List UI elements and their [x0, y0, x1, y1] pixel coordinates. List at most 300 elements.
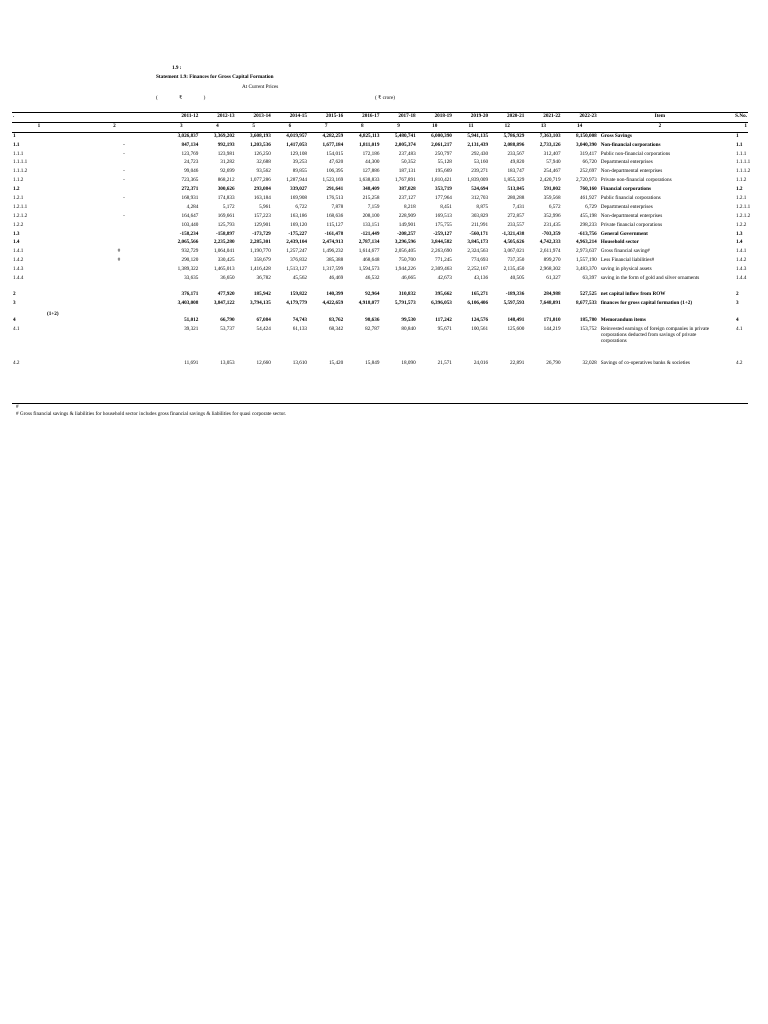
value-cell: 330,425 [217, 257, 235, 264]
value-cell: 163,186 [290, 212, 307, 219]
value-cell: 310,832 [398, 290, 416, 297]
table-row [12, 168, 748, 177]
value-cell: 169,661 [217, 212, 235, 219]
value-cell: 252,697 [579, 168, 597, 175]
table-row [12, 195, 748, 204]
value-cell: 847,134 [181, 141, 199, 148]
value-cell: 2,263,690 [431, 248, 452, 255]
value-cell: 124,576 [471, 316, 489, 323]
value-cell: 7,159 [367, 203, 380, 210]
value-cell: 8,150,008 [576, 132, 597, 139]
table-row [12, 159, 748, 168]
value-cell: 61,133 [292, 325, 307, 332]
value-cell: 26,790 [546, 359, 561, 366]
value-cell: 3,403,008 [177, 299, 199, 306]
row-id: 1.4.4 [13, 275, 24, 282]
value-cell: 254,467 [543, 168, 561, 175]
row-marker [66, 266, 163, 275]
row-sno: 1.4 [735, 239, 743, 246]
column-number: 3 [163, 122, 199, 132]
row-marker [66, 275, 163, 284]
row-sno: 1.3 [735, 230, 743, 237]
value-cell: 106,395 [326, 168, 344, 175]
value-cell: 46,665 [401, 275, 416, 282]
value-cell: 187,131 [398, 168, 416, 175]
value-cell: 63,397 [582, 275, 597, 282]
value-cell: 750,700 [398, 257, 416, 264]
value-cell: -560,171 [469, 230, 489, 237]
column-number: 6 [272, 122, 308, 132]
value-cell: 32,028 [582, 359, 597, 366]
column-number: 9 [380, 122, 416, 132]
value-cell: 237,127 [398, 195, 416, 202]
value-cell: 5,172 [222, 203, 235, 210]
value-cell: 1,513,127 [286, 266, 307, 273]
value-cell: 21,571 [437, 359, 452, 366]
value-cell: 4,284 [186, 203, 199, 210]
value-cell: 455,198 [579, 212, 597, 219]
value-cell: 3,369,202 [213, 132, 235, 139]
value-cell: 868,212 [217, 177, 235, 184]
value-cell: 92,699 [220, 168, 235, 175]
value-cell: 1,594,573 [358, 266, 380, 273]
value-cell: 1,465,013 [213, 266, 235, 273]
value-cell: 39,253 [292, 159, 307, 166]
value-cell: 47,620 [328, 159, 344, 166]
column-number: 7 [308, 122, 344, 132]
item-header: Item [598, 113, 722, 123]
value-cell: 5,961 [259, 203, 271, 210]
row-marker [66, 291, 163, 300]
value-cell: 4,019,957 [286, 132, 307, 139]
value-cell: 385,388 [326, 257, 344, 264]
value-cell: 15,420 [328, 359, 344, 366]
value-cell: 83,762 [328, 316, 344, 323]
value-cell: 4,825,113 [358, 132, 380, 139]
row-id: 1.1.1.2 [13, 168, 28, 175]
footnote-mark: # [16, 404, 19, 410]
value-cell: 51,012 [184, 316, 199, 323]
value-cell: 376,171 [181, 290, 199, 297]
table-row [12, 326, 748, 344]
value-cell: 99,530 [401, 316, 416, 323]
value-cell: 169,908 [290, 195, 307, 202]
item-label: Non-departmental enterprises [600, 212, 663, 219]
value-cell: 174,833 [217, 195, 235, 202]
item-label: General Government [600, 230, 648, 237]
row-marker [66, 239, 163, 248]
row-marker [66, 300, 163, 309]
table-row [12, 257, 748, 266]
value-cell: 103,440 [181, 221, 199, 228]
value-cell: 312,407 [543, 150, 561, 157]
column-number: 2 [598, 122, 722, 132]
value-cell: 57,940 [546, 159, 561, 166]
value-cell: 168,636 [326, 212, 344, 219]
value-cell: 165,271 [471, 290, 489, 297]
value-cell: 1,287,944 [286, 177, 307, 184]
value-cell: 513,845 [507, 186, 525, 193]
row-sno: 1.4.2 [735, 257, 747, 264]
row-marker [66, 231, 163, 240]
value-cell: 1,389,322 [177, 266, 199, 273]
value-cell: 1,810,421 [431, 177, 452, 184]
value-cell: -158,234 [179, 230, 199, 237]
value-cell: 67,084 [256, 316, 271, 323]
item-label: Less Financial liabilities# [600, 257, 655, 264]
value-cell: 15,849 [365, 359, 380, 366]
value-cell: 7,878 [331, 203, 344, 210]
value-cell: 303,829 [471, 212, 489, 219]
column-number: 2 [66, 122, 163, 132]
value-cell: 185,780 [579, 316, 597, 323]
value-cell: 292,430 [471, 150, 489, 157]
value-cell: -1,321,438 [501, 230, 525, 237]
row-id: 1.4.1 [13, 248, 24, 255]
value-cell: 233,557 [507, 221, 525, 228]
item-label: Public non-financial corporations [600, 150, 671, 157]
value-cell: 1,767,891 [394, 177, 416, 184]
value-cell: 300,626 [217, 186, 235, 193]
table-row [12, 186, 748, 195]
value-cell: 54,424 [256, 325, 271, 332]
item-label: Reinvested earnings of foreign companies in private corporations deducted from savings of private corporations [600, 325, 710, 344]
value-cell: 312,703 [471, 195, 489, 202]
item-label: Private non-financial corporations [600, 177, 672, 184]
value-cell: 3,296,596 [394, 239, 416, 246]
value-cell: -259,127 [433, 230, 452, 237]
table-row [12, 151, 748, 160]
value-cell: 49,820 [510, 159, 525, 166]
value-cell: 477,920 [217, 290, 235, 297]
row-sno: 4 [735, 316, 739, 323]
table-row [12, 248, 748, 257]
value-cell: 3,847,122 [213, 299, 235, 306]
value-cell: 183,747 [507, 168, 525, 175]
item-label: Gross financial saving# [600, 248, 650, 255]
row-id: 1.1.1.1 [13, 159, 28, 166]
table-row [12, 275, 748, 284]
column-number: 10 [417, 122, 453, 132]
value-cell: 36,650 [220, 275, 235, 282]
value-cell: 169,513 [435, 212, 452, 219]
value-cell: 1,557,190 [576, 257, 597, 264]
year-header: 2016-17 [344, 113, 380, 123]
value-cell: 319,417 [579, 150, 597, 157]
value-cell: 774,693 [471, 257, 489, 264]
spacer-row [12, 284, 748, 291]
value-cell: 100,561 [471, 325, 489, 332]
value-cell: 22,891 [510, 359, 525, 366]
value-cell: 33,635 [184, 275, 199, 282]
year-header: 2020-21 [489, 113, 525, 123]
value-cell: -703,359 [541, 230, 561, 237]
row-marker: # [117, 257, 121, 264]
value-cell: 1,523,169 [322, 177, 344, 184]
item-label: Financial corporations [600, 186, 652, 193]
value-cell: 125,600 [507, 325, 525, 332]
value-cell: 127,886 [362, 168, 380, 175]
column-number: 12 [489, 122, 525, 132]
value-cell: -175,227 [288, 230, 307, 237]
value-cell: 2,474,913 [322, 239, 344, 246]
value-cell: 185,942 [253, 290, 271, 297]
value-cell: 12,660 [256, 359, 271, 366]
value-cell: 68,342 [328, 325, 344, 332]
value-cell: 177,964 [435, 195, 452, 202]
value-cell: 5,786,929 [503, 132, 525, 139]
row-id: 1.4.3 [13, 266, 24, 273]
value-cell: 290,120 [181, 257, 199, 264]
value-cell: 293,084 [253, 186, 271, 193]
year-header: 2012-13 [199, 113, 235, 123]
sno-header: S.No. [722, 113, 748, 123]
value-cell: 39,321 [184, 325, 199, 332]
row-marker: - [123, 141, 125, 148]
value-cell: 31,282 [220, 159, 235, 166]
row-sno: 1.2.1.1 [735, 203, 751, 210]
value-cell: 98,636 [365, 316, 380, 323]
value-cell: 1,190,770 [250, 248, 271, 255]
table-row [12, 222, 748, 231]
row-id: 4 [13, 316, 16, 323]
value-cell: 175,755 [435, 221, 452, 228]
item-label: Departmental enterprises [600, 159, 653, 166]
item-label: Non-departmental enterprises [600, 168, 663, 175]
row-id: 1.1.2 [13, 177, 24, 184]
value-cell: -121,449 [360, 230, 380, 237]
value-cell: 32,688 [256, 159, 271, 166]
value-cell: 6,729 [585, 203, 597, 210]
column-number: 4 [199, 122, 235, 132]
value-cell: 524,694 [471, 186, 489, 193]
value-cell: 4,963,214 [576, 239, 597, 246]
value-cell: 3,845,173 [467, 239, 489, 246]
value-cell: 2,235,280 [213, 239, 235, 246]
value-cell: 169,120 [290, 221, 307, 228]
value-cell: 80,840 [401, 325, 416, 332]
value-cell: 527,525 [579, 290, 597, 297]
value-cell: 89,855 [292, 168, 307, 175]
value-cell: 168,931 [181, 195, 199, 202]
value-cell: 992,193 [217, 141, 235, 148]
value-cell: 24,016 [473, 359, 489, 366]
column-number: 5 [236, 122, 272, 132]
value-cell: 61,327 [546, 275, 561, 282]
value-cell: 18,090 [401, 359, 416, 366]
column-number: 1 [722, 122, 748, 132]
value-cell: 24,723 [184, 159, 199, 166]
year-header: 2021-22 [525, 113, 561, 123]
value-cell: 8,218 [403, 203, 416, 210]
item-label: Non-financial corporations [600, 141, 661, 148]
value-cell: 291,641 [326, 186, 344, 193]
column-number: 14 [562, 122, 598, 132]
value-cell: 591,002 [543, 186, 561, 193]
row-sno: 1.2.1.2 [735, 212, 751, 219]
value-cell: 771,245 [435, 257, 452, 264]
value-cell: 228,909 [398, 212, 416, 219]
item-label: Public financial corporations [600, 195, 661, 202]
value-cell: 2,439,104 [286, 239, 307, 246]
value-cell: 387,028 [398, 186, 416, 193]
table-bottom-rule [12, 403, 748, 404]
value-cell: 44,300 [365, 159, 380, 166]
item-label: net capital inflow from ROW [600, 290, 666, 297]
value-cell: 461,927 [579, 195, 597, 202]
value-cell: 115,127 [326, 221, 344, 228]
value-cell: 3,026,837 [177, 132, 199, 139]
value-cell: 298,233 [579, 221, 597, 228]
value-cell: 2,720,973 [576, 177, 597, 184]
value-cell: 2,061,217 [431, 141, 452, 148]
value-cell: 348,409 [362, 186, 380, 193]
value-cell: 352,996 [543, 212, 561, 219]
statement-number: 1.9 : [172, 65, 182, 71]
value-cell: 40,505 [510, 275, 525, 282]
value-cell: 3,040,390 [576, 141, 597, 148]
row-id: 1.2.2 [13, 221, 24, 228]
row-marker [66, 132, 163, 141]
value-cell: 3,608,193 [250, 132, 271, 139]
value-cell: 133,151 [362, 221, 380, 228]
table-row [12, 142, 748, 151]
value-cell: 2,065,566 [177, 239, 199, 246]
value-cell: 159,822 [290, 290, 307, 297]
row-sno: 1.1.1.2 [735, 168, 751, 175]
item-label: Departmental enterprises [600, 203, 653, 210]
value-cell: 272,857 [507, 212, 525, 219]
value-cell: 46,469 [328, 275, 344, 282]
row-marker [66, 204, 163, 213]
value-cell: 2,309,463 [431, 266, 452, 273]
value-cell: 395,662 [435, 290, 452, 297]
year-header: 2017-18 [380, 113, 416, 123]
column-number-row [12, 122, 748, 132]
row-marker: - [123, 150, 125, 157]
value-cell: 1,257,247 [286, 248, 307, 255]
row-id: 4.1 [13, 325, 20, 332]
value-cell: 4,179,779 [286, 299, 307, 306]
value-cell: 74,743 [292, 316, 307, 323]
value-cell: 149,901 [398, 221, 416, 228]
year-header: 2019-20 [453, 113, 489, 123]
row-marker: - [123, 195, 125, 202]
value-cell: 2,787,134 [358, 239, 380, 246]
value-cell: 3,794,135 [250, 299, 271, 306]
value-cell: 215,258 [362, 195, 380, 202]
row-sno: 4.2 [735, 359, 743, 366]
value-cell: 8,677,533 [576, 299, 597, 306]
value-cell: 93,562 [256, 168, 271, 175]
row-id: 1.2.1.1 [13, 203, 28, 210]
row-sno: 4.1 [735, 325, 743, 332]
value-cell: 1,417,053 [286, 141, 307, 148]
statement-title: Statement 1.9: Finances for Gross Capital Formation [156, 74, 274, 80]
row-id: 1.1 [13, 141, 20, 148]
value-cell: 11,691 [184, 359, 199, 366]
value-cell: 3,844,582 [431, 239, 452, 246]
value-cell: 359,568 [543, 195, 561, 202]
value-cell: 932,729 [181, 248, 199, 255]
row-sno: 1.2.1 [735, 195, 747, 202]
header-row [12, 113, 748, 123]
column-number: 13 [525, 122, 561, 132]
table-row [12, 266, 748, 275]
row-id: 1.2.1 [13, 195, 24, 202]
value-cell: 7,363,103 [539, 132, 561, 139]
footnote: # Gross financial savings & liabilities for household sector includes gross financial savings & liabilities for quasi corporate sector. [16, 411, 287, 417]
table-row [12, 132, 748, 141]
row-marker [66, 159, 163, 168]
row-marker [66, 222, 163, 231]
value-cell: 899,270 [543, 257, 561, 264]
column-number: 11 [453, 122, 489, 132]
value-cell: 2,420,719 [539, 177, 561, 184]
value-cell: 55,128 [437, 159, 452, 166]
year-header: 2022-23 [562, 113, 598, 123]
value-cell: 195,669 [435, 168, 452, 175]
row-marker: - [123, 177, 125, 184]
value-cell: 82,787 [365, 325, 380, 332]
row-sno: 3 [735, 299, 739, 306]
value-cell: 8,451 [440, 203, 452, 210]
value-cell: 117,242 [435, 316, 452, 323]
value-cell: 2,088,896 [503, 141, 525, 148]
spacer-row [12, 344, 748, 360]
item-label: finances for gross capital formation (1+2) [600, 299, 693, 306]
value-cell: 1,839,009 [467, 177, 489, 184]
year-header: 2015-16 [308, 113, 344, 123]
value-cell: 250,797 [435, 150, 452, 157]
row-marker [66, 186, 163, 195]
header-dot: . [12, 113, 66, 123]
row-marker: # [117, 248, 121, 255]
value-cell: 2,611,974 [539, 248, 561, 255]
value-cell: 66,720 [582, 159, 597, 166]
value-cell: 157,223 [253, 212, 271, 219]
row-id: 1 [13, 132, 16, 139]
value-cell: 172,186 [362, 150, 380, 157]
item-label: saving in physical assets [600, 266, 652, 273]
value-cell: 4,505,626 [503, 239, 525, 246]
row-sno: 1 [735, 132, 739, 139]
value-cell: 53,160 [473, 159, 489, 166]
table-body [12, 113, 751, 369]
row-sno: 1.2.2 [735, 221, 747, 228]
row-sno: 1.2 [735, 186, 743, 193]
value-cell: 1,416,428 [250, 266, 271, 273]
spacer-row [12, 309, 748, 317]
value-cell: 4,742,333 [539, 239, 561, 246]
value-cell: 6,722 [295, 203, 307, 210]
value-cell: 5,941,135 [467, 132, 489, 139]
value-cell: 376,832 [290, 257, 307, 264]
value-cell: 45,562 [292, 275, 307, 282]
value-cell: -208,257 [397, 230, 416, 237]
value-cell: 239,271 [471, 168, 489, 175]
item-label: Household sector [600, 239, 639, 246]
value-cell: 154,015 [326, 150, 344, 157]
value-cell: 140,399 [326, 290, 344, 297]
value-cell: 129,901 [253, 221, 271, 228]
column-number: 1 [12, 122, 66, 132]
row-id: 4.2 [13, 359, 20, 366]
value-cell: -173,729 [252, 230, 271, 237]
value-cell: 208,100 [362, 212, 380, 219]
value-cell: 8,875 [476, 203, 489, 210]
value-cell: 164,647 [181, 212, 199, 219]
